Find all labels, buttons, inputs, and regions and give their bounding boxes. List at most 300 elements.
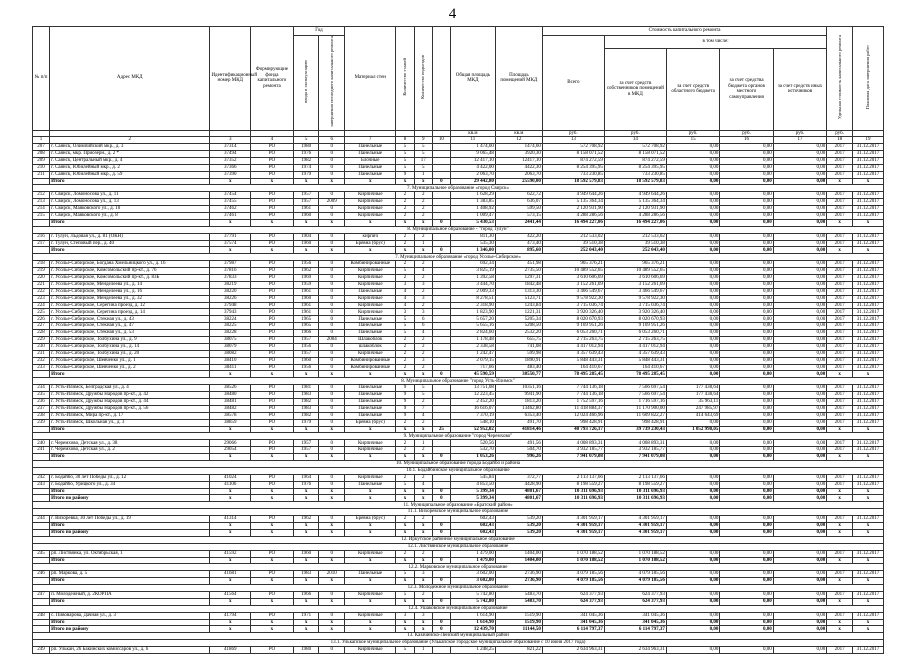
table-cell <box>432 268 450 275</box>
table-cell: 8 254 395,95 <box>542 164 604 171</box>
table-cell: 5483,70 <box>495 591 542 598</box>
table-cell: 4 288 286,56 <box>604 212 666 219</box>
table-cell: 0,00 <box>666 488 719 495</box>
table-cell: 0,00 <box>773 550 827 557</box>
table-cell: х <box>293 557 319 564</box>
table-cell: 5 <box>414 392 432 399</box>
table-cell: 0 <box>319 647 345 654</box>
table-cell: РО <box>251 316 294 323</box>
table-cell: 0,00 <box>720 571 773 578</box>
table-cell: 7 370,19 <box>450 412 495 419</box>
table-cell: 31.12.2017 <box>852 571 883 578</box>
table-cell: х <box>251 619 294 626</box>
address-cell: г. Свирск, Ломоносова ул., д. 13 <box>50 199 210 206</box>
table-cell: 2 <box>396 550 414 557</box>
table-cell: 0 <box>319 343 345 350</box>
table-cell: 0,00 <box>720 405 773 412</box>
table-cell: 231 <box>33 350 50 357</box>
address-cell: Итого по району <box>50 626 210 633</box>
table-row <box>33 481 884 488</box>
header-entrances-cell <box>414 27 432 131</box>
table-cell: 599,98 <box>495 350 542 357</box>
table-cell: 0,00 <box>666 192 719 199</box>
table-cell: 3 466 549,67 <box>542 288 604 295</box>
table-cell: 2017 <box>827 330 853 337</box>
table-cell: 9 <box>396 385 414 392</box>
table-cell: х <box>319 598 345 605</box>
table-cell: х <box>319 523 345 530</box>
table-cell: 545,84 <box>450 474 495 481</box>
table-cell: х <box>396 619 414 626</box>
table-cell: 1 346,00 <box>450 247 495 254</box>
table-cell: х <box>396 454 414 461</box>
table-cell: х <box>827 598 853 605</box>
table-cell: 31.12.2017 <box>852 144 883 151</box>
table-cell: 6 053 260,71 <box>604 330 666 337</box>
table-cell: 4 417 012,94 <box>604 343 666 350</box>
header-floors: Количество этажей <box>402 58 408 96</box>
table-cell: 0,00 <box>720 426 773 433</box>
table-cell: 0,00 <box>773 412 827 419</box>
table-cell <box>432 647 450 654</box>
table-cell: 164 410,67 <box>604 364 666 371</box>
table-cell: 12 223,45 <box>450 392 495 399</box>
address-cell: рп. Улькан, 26 Бакинских комиссаров ул., д. 6 <box>50 647 210 654</box>
table-cell: 7 941 079,08 <box>542 454 604 461</box>
section-title: 11. Муниципальное образование «Братский район» <box>33 502 884 509</box>
table-cell: х <box>852 529 883 536</box>
table-cell: 0,00 <box>666 337 719 344</box>
table-cell: 1 070 188,52 <box>604 557 666 564</box>
table-cell: 0,00 <box>666 330 719 337</box>
header-fund: Формирующие фонда капитального ремонта <box>251 27 294 131</box>
table-cell: х <box>414 529 432 536</box>
header-year-built-cell <box>293 36 319 131</box>
table-cell: 0,00 <box>666 474 719 481</box>
table-cell: 3 932 185,77 <box>542 447 604 454</box>
table-cell: 2 318,90 <box>450 302 495 309</box>
table-cell: 4 301 959,17 <box>542 516 604 523</box>
table-cell: 0 <box>319 357 345 364</box>
table-cell: 5 430,53 <box>450 219 495 226</box>
table-cell: 1982 <box>293 157 319 164</box>
table-cell: х <box>251 495 294 502</box>
table-cell: 37352 <box>210 157 251 164</box>
table-cell: 655,75 <box>495 337 542 344</box>
table-cell: 4 079 185,56 <box>604 571 666 578</box>
table-cell: 1 070 188,52 <box>542 557 604 564</box>
table-cell: 0 <box>319 447 345 454</box>
table-cell: 5 <box>396 323 414 330</box>
table-cell: 5 <box>396 144 414 151</box>
address-cell: г. Черемхово, Детская ул., д. 38 <box>50 440 210 447</box>
table-cell: 3 <box>414 281 432 288</box>
table-cell: 223 <box>33 295 50 302</box>
table-cell: 5 <box>396 481 414 488</box>
table-cell: х <box>827 523 853 530</box>
table-cell: 0 <box>432 523 450 530</box>
table-cell <box>432 447 450 454</box>
table-cell: 2 <box>414 337 432 344</box>
table-cell: 1 <box>414 647 432 654</box>
table-cell: х <box>414 454 432 461</box>
table-cell: 0 <box>319 474 345 481</box>
table-cell: 624 377,93 <box>542 598 604 605</box>
table-cell: 38226 <box>210 295 251 302</box>
table-cell: 4 949 644,26 <box>542 192 604 199</box>
table-cell: 1979 <box>293 171 319 178</box>
table-cell: 2 <box>414 274 432 281</box>
table-cell: 8 198 559,27 <box>604 481 666 488</box>
table-cell: 0,00 <box>666 523 719 530</box>
table-cell: х <box>396 371 414 378</box>
table-cell: 0 <box>319 419 345 426</box>
table-cell: х <box>345 488 396 495</box>
total-row <box>33 529 884 536</box>
table-cell: 0,00 <box>720 144 773 151</box>
table-cell: 10 311 696,93 <box>542 495 604 502</box>
table-cell: 0 <box>319 206 345 213</box>
table-cell: 0 <box>432 178 450 185</box>
table-cell: 0,00 <box>720 578 773 585</box>
table-cell: 37314 <box>210 144 251 151</box>
total-row <box>33 178 884 185</box>
table-cell: х <box>396 488 414 495</box>
table-cell: х <box>396 523 414 530</box>
table-cell: х <box>414 598 432 605</box>
table-cell: 0,00 <box>666 371 719 378</box>
table-cell: Комбинированные <box>345 364 396 371</box>
table-cell: 0,00 <box>720 206 773 213</box>
table-cell: х <box>827 488 853 495</box>
table-cell: Кирпичные <box>345 447 396 454</box>
section-title: 13.1. Улькапское муниципальное образование (Улькапское городское муниципальное образование с 10 июня 2017 года) <box>33 640 884 647</box>
table-row <box>33 447 884 454</box>
table-cell: х <box>210 371 251 378</box>
address-cell: г. Усолье-Сибирское, Комсомольский пр-кт., д. 76 <box>50 268 210 275</box>
column-number: 19 <box>852 137 883 144</box>
table-cell: РО <box>251 350 294 357</box>
table-cell: 0,00 <box>666 571 719 578</box>
table-cell: 0 <box>319 364 345 371</box>
table-cell: 2 <box>414 261 432 268</box>
table-cell: 1981 <box>293 385 319 392</box>
table-cell: 414 643,69 <box>666 412 719 419</box>
table-cell: х <box>414 371 432 378</box>
table-cell: 9 <box>396 412 414 419</box>
table-cell: 0 <box>432 529 450 536</box>
table-cell: 341 045,36 <box>542 619 604 626</box>
table-cell: 0 <box>319 268 345 275</box>
column-number: 15 <box>666 137 719 144</box>
table-cell: 5 <box>414 150 432 157</box>
table-cell: 548,10 <box>450 419 495 426</box>
table-cell: 1960 <box>293 240 319 247</box>
table-cell: 2017 <box>827 412 853 419</box>
table-cell: 13462,80 <box>495 405 542 412</box>
header-entrances: Количество подъездов <box>420 55 426 99</box>
table-cell: 37833 <box>210 274 251 281</box>
table-cell: 1404,00 <box>495 557 542 564</box>
table-cell: х <box>251 626 294 633</box>
table-cell: х <box>293 426 319 433</box>
table-cell: 2 <box>396 343 414 350</box>
table-cell: 5 399,34 <box>450 495 495 502</box>
table-cell: 229 <box>33 337 50 344</box>
table-cell: Панельные <box>345 481 396 488</box>
table-cell: 37574 <box>210 240 251 247</box>
table-cell: 0,00 <box>720 454 773 461</box>
table-row <box>33 309 884 316</box>
table-cell: 0 <box>432 626 450 633</box>
address-cell: Итого <box>50 557 210 564</box>
table-cell: 2 715 263,75 <box>542 337 604 344</box>
table-cell: 0,00 <box>720 392 773 399</box>
table-cell: 1983 <box>293 405 319 412</box>
table-cell: 0,00 <box>666 323 719 330</box>
table-cell: 37461 <box>210 212 251 219</box>
table-cell: 4422,30 <box>495 164 542 171</box>
table-cell: 40 793 726,17 <box>542 426 604 433</box>
table-cell: х <box>414 619 432 626</box>
table-row <box>33 281 884 288</box>
table-cell: 4 <box>414 268 432 275</box>
table-cell: 2017 <box>827 233 853 240</box>
table-cell <box>432 323 450 330</box>
table-row <box>33 399 884 406</box>
table-cell: 0,00 <box>720 295 773 302</box>
capital-repair-table <box>32 26 884 654</box>
table-cell: х <box>852 626 883 633</box>
section-row <box>33 633 884 640</box>
table-cell: 1 242,47 <box>450 350 495 357</box>
table-cell: 0,00 <box>720 529 773 536</box>
table-cell: 0,00 <box>720 481 773 488</box>
address-cell: п. Молодежный, д. 2КОРПА <box>50 591 210 598</box>
table-cell: 341 045,36 <box>542 612 604 619</box>
table-cell: 224 <box>33 302 50 309</box>
table-cell: РО <box>251 206 294 213</box>
table-cell: 0 <box>319 309 345 316</box>
table-cell: РО <box>251 192 294 199</box>
table-cell: РО <box>251 392 294 399</box>
total-row <box>33 488 884 495</box>
column-number: 4 <box>251 137 294 144</box>
table-cell: 0 <box>432 247 450 254</box>
table-cell: 4 008 893,31 <box>604 440 666 447</box>
table-cell: 8 158 071,52 <box>542 150 604 157</box>
address-cell: г. Усолье-Сибирское, Толбухина ул., д. 20 <box>50 350 210 357</box>
address-cell: Итого <box>50 454 210 461</box>
address-cell: г. Усолье-Сибирское, Комсомольский пр-кт., д. 83Б <box>50 274 210 281</box>
table-cell: 5 <box>414 164 432 171</box>
table-cell: 2 <box>414 199 432 206</box>
table-cell: 29054 <box>210 447 251 454</box>
table-cell: 0,00 <box>773 247 827 254</box>
table-cell: 0,00 <box>720 309 773 316</box>
table-cell: 2017 <box>827 199 853 206</box>
table-cell: 2010 <box>319 571 345 578</box>
header-other: за счет средств иных источников <box>773 48 827 130</box>
table-cell: 0,00 <box>666 529 719 536</box>
column-number: 11 <box>450 137 495 144</box>
table-cell: 1957 <box>293 440 319 447</box>
table-cell: х <box>210 495 251 502</box>
table-cell: 37462 <box>210 206 251 213</box>
table-cell: 12 024 466,96 <box>542 412 604 419</box>
table-cell: 874 272,59 <box>542 157 604 164</box>
table-cell: 0,00 <box>720 364 773 371</box>
table-cell: 16 616,07 <box>450 405 495 412</box>
table-cell: 2017 <box>827 150 853 157</box>
table-cell: 1 408,92 <box>450 206 495 213</box>
table-cell: 602,43 <box>450 523 495 530</box>
table-cell: 622,72 <box>495 192 542 199</box>
table-cell: х <box>852 219 883 226</box>
table-cell: 1 823,90 <box>450 309 495 316</box>
table-cell: 0,00 <box>720 598 773 605</box>
table-cell: 5 <box>396 268 414 275</box>
address-cell: г. Усолье-Сибирское, Серегина проезд, д. 14 <box>50 309 210 316</box>
table-cell: 1957 <box>293 337 319 344</box>
table-cell <box>432 571 450 578</box>
table-row <box>33 295 884 302</box>
section-title: 7. Муниципальное образование «город Свирск» <box>33 185 884 192</box>
table-cell <box>432 405 450 412</box>
table-cell: 0,00 <box>666 557 719 564</box>
table-cell: 2017 <box>827 281 853 288</box>
table-body <box>33 137 884 654</box>
table-cell: 0,00 <box>720 447 773 454</box>
address-cell: рп. Маркова, д. 5 <box>50 571 210 578</box>
column-number: 12 <box>495 137 542 144</box>
table-cell: 965 376,21 <box>542 261 604 268</box>
table-cell: РО <box>251 571 294 578</box>
table-cell: РО <box>251 337 294 344</box>
table-cell: 0 <box>319 233 345 240</box>
table-cell: 17 <box>414 157 432 164</box>
table-cell: 1 070 188,52 <box>604 550 666 557</box>
table-cell: 2 <box>396 419 414 426</box>
header-blank-cell <box>432 27 450 131</box>
table-cell: 0,00 <box>773 516 827 523</box>
table-cell: 0,00 <box>720 316 773 323</box>
table-cell: Кирпичные <box>345 199 396 206</box>
table-cell: 5 <box>396 150 414 157</box>
table-cell: 0 <box>319 261 345 268</box>
table-cell: 31.12.2017 <box>852 385 883 392</box>
table-row <box>33 350 884 357</box>
table-cell: 2 <box>396 474 414 481</box>
table-cell: 0,00 <box>720 523 773 530</box>
table-cell: 5 <box>396 316 414 323</box>
table-cell: Кирпичные <box>345 350 396 357</box>
table-cell: 12 439,70 <box>450 626 495 633</box>
table-row <box>33 385 884 392</box>
table-cell: 31.12.2017 <box>852 412 883 419</box>
table-cell: 38482 <box>210 405 251 412</box>
table-cell: РО <box>251 412 294 419</box>
table-cell: 5 <box>396 157 414 164</box>
header-deadline-cell <box>852 27 883 131</box>
table-cell: 3 <box>414 309 432 316</box>
table-cell: 1969 <box>293 274 319 281</box>
table-cell: 5 742,80 <box>450 591 495 598</box>
address-cell: Итого <box>50 219 210 226</box>
table-cell: 0 <box>432 488 450 495</box>
table-cell: 1 479,00 <box>450 557 495 564</box>
table-row <box>33 440 884 447</box>
table-cell <box>432 343 450 350</box>
table-cell: 31.12.2017 <box>852 612 883 619</box>
table-cell: 4 853,50 <box>450 481 495 488</box>
table-row <box>33 516 884 523</box>
header-unit-cost: Удельная стоимость капитального ремонта <box>836 34 842 120</box>
table-row <box>33 157 884 164</box>
table-cell: 0 <box>432 619 450 626</box>
table-cell: 451,98 <box>495 261 542 268</box>
table-cell: 2 <box>396 516 414 523</box>
table-cell: 6353,40 <box>495 412 542 419</box>
table-cell: 0,00 <box>773 612 827 619</box>
table-cell: 0,00 <box>773 178 827 185</box>
table-cell: 0,00 <box>666 219 719 226</box>
unit-area-total: кв.м <box>450 130 495 137</box>
table-cell: х <box>852 523 883 530</box>
table-cell: 0,00 <box>666 516 719 523</box>
table-row <box>33 150 884 157</box>
table-cell: 2 <box>414 212 432 219</box>
table-cell: Брёвна (брус) <box>345 516 396 523</box>
table-cell: 1956 <box>293 343 319 350</box>
table-cell: 4 079 185,56 <box>604 578 666 585</box>
table-cell: х <box>210 523 251 530</box>
table-cell: РО <box>251 323 294 330</box>
table-cell: х <box>396 626 414 633</box>
table-cell: 0 <box>319 385 345 392</box>
table-cell: х <box>251 426 294 433</box>
table-cell: Блочные <box>345 157 396 164</box>
table-cell: 0,00 <box>666 343 719 350</box>
table-row <box>33 316 884 323</box>
table-cell: 0,00 <box>773 419 827 426</box>
table-cell: 491,56 <box>495 440 542 447</box>
table-cell: 0,00 <box>720 337 773 344</box>
table-cell: 2017 <box>827 288 853 295</box>
table-header <box>33 27 884 137</box>
table-cell: х <box>251 598 294 605</box>
table-cell <box>432 274 450 281</box>
address-cell: г. Усолье-Сибирское, Шевченко ул., д. 2 <box>50 364 210 371</box>
table-cell: 874 272,59 <box>604 157 666 164</box>
table-cell: 38550,77 <box>495 371 542 378</box>
table-cell: 0,00 <box>720 261 773 268</box>
address-cell: г. Саянск, Центральный мкр., д. 4 <box>50 157 210 164</box>
table-cell: х <box>345 426 396 433</box>
table-cell: 4 <box>396 302 414 309</box>
table-cell: РО <box>251 364 294 371</box>
table-cell: 2441,44 <box>495 219 542 226</box>
table-cell: 2017 <box>827 357 853 364</box>
column-number: 5 <box>293 137 319 144</box>
table-cell: Кирпичные <box>345 212 396 219</box>
table-cell: х <box>827 578 853 585</box>
address-cell: г. Усть-Илимск, Дружбы Народов пр-кт., д. 42 <box>50 392 210 399</box>
table-cell: Панельные <box>345 164 396 171</box>
table-cell: 1960 <box>293 550 319 557</box>
table-cell: 0,00 <box>666 295 719 302</box>
header-total: Всего <box>542 36 604 131</box>
